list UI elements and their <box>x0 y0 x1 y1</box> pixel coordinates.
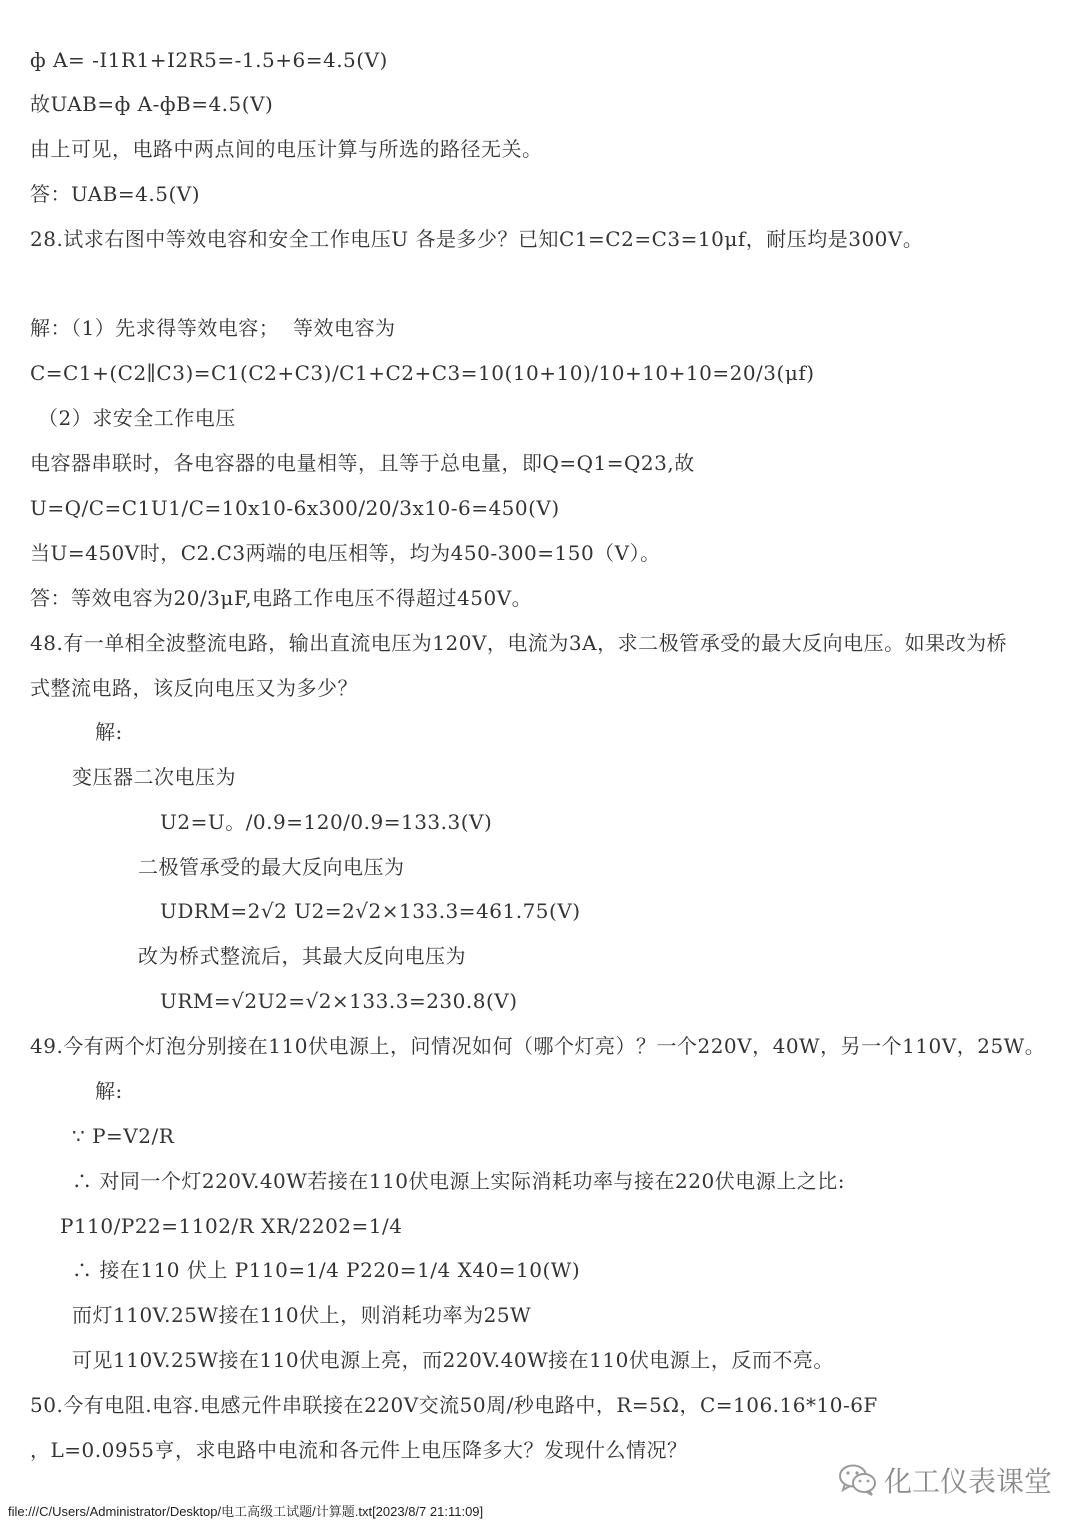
doc-line: 改为桥式整流后，其最大反向电压为 <box>138 944 466 968</box>
doc-line: C=C1+(C2∥C3)=C1(C2+C3)/C1+C2+C3=10(10+10)/10+10+10=20/3(μf) <box>30 361 815 385</box>
doc-line: 变压器二次电压为 <box>72 765 236 789</box>
file-path-footer: file:///C/Users/Administrator/Desktop/电工高级工试题/计算题.txt[2023/8/7 21:11:09] <box>8 1504 484 1519</box>
wechat-icon <box>838 1463 878 1497</box>
doc-line: ∴ 对同一个灯220V.40W若接在110伏电源上实际消耗功率与接在220伏电源上之比: <box>72 1169 845 1193</box>
doc-line: U2=U。/0.9=120/0.9=133.3(V) <box>160 810 493 834</box>
doc-line: 解: <box>95 1079 123 1103</box>
doc-line: 二极管承受的最大反向电压为 <box>138 855 405 879</box>
doc-line: 可见110V.25W接在110伏电源上亮，而220V.40W接在110伏电源上，反而不亮。 <box>72 1348 834 1372</box>
doc-line: 解：（1）先求得等效电容； 等效电容为 <box>30 316 396 340</box>
doc-line: 48.有一单相全波整流电路，输出直流电压为120V，电流为3A，求二极管承受的最大反向电压。如果改为桥 <box>30 631 1008 655</box>
doc-line: UDRM=2√2 U2=2√2×133.3=461.75(V) <box>160 899 581 923</box>
doc-line: U=Q/C=C1U1/C=10x10-6x300/20/3x10-6=450(V) <box>30 496 560 520</box>
watermark <box>838 1460 1052 1500</box>
doc-line: ，L=0.0955亨，求电路中电流和各元件上电压降多大？发现什么情况？ <box>30 1438 688 1462</box>
doc-line: ∵ P=V2/R <box>72 1124 175 1148</box>
doc-line: （2）求安全工作电压 <box>38 406 236 430</box>
doc-line: ∴ 接在110 伏上 P110=1/4 P220=1/4 X40=10(W) <box>72 1258 581 1282</box>
doc-line: URM=√2U2=√2×133.3=230.8(V) <box>160 989 518 1013</box>
doc-line: 故UAB=ф A-фB=4.5(V) <box>30 92 274 116</box>
doc-line: 由上可见，电路中两点间的电压计算与所选的路径无关。 <box>30 137 543 161</box>
doc-line: P110/P22=1102/R XR/2202=1/4 <box>60 1214 403 1238</box>
doc-line: 而灯110V.25W接在110伏上，则消耗功率为25W <box>72 1303 532 1327</box>
doc-line: 答：UAB=4.5(V) <box>30 182 200 206</box>
doc-line: 49.今有两个灯泡分别接在110伏电源上，问情况如何（哪个灯亮）？一个220V，40W，另一个110V，25W。 <box>30 1034 1046 1058</box>
doc-line: 28.试求右图中等效电容和安全工作电压U 各是多少？已知C1=C2=C3=10μf，耐压均是300V。 <box>30 227 924 251</box>
doc-line: 解: <box>95 720 123 744</box>
doc-line: 50.今有电阻.电容.电感元件串联接在220V交流50周/秒电路中，R=5Ω，C=106.16*10-6F <box>30 1393 878 1417</box>
doc-line: 当U=450V时，C2.C3两端的电压相等，均为450-300=150（V）。 <box>30 541 661 565</box>
doc-line: 电容器串联时，各电容器的电量相等，且等于总电量，即Q=Q1=Q23,故 <box>30 451 695 475</box>
doc-line: 答：等效电容为20/3μF,电路工作电压不得超过450V。 <box>30 586 533 610</box>
doc-line: 式整流电路，该反向电压又为多少？ <box>30 676 358 700</box>
doc-line: ф A= -I1R1+I2R5=-1.5+6=4.5(V) <box>30 48 388 72</box>
watermark-text: 化工仪表课堂 <box>884 1465 1053 1498</box>
